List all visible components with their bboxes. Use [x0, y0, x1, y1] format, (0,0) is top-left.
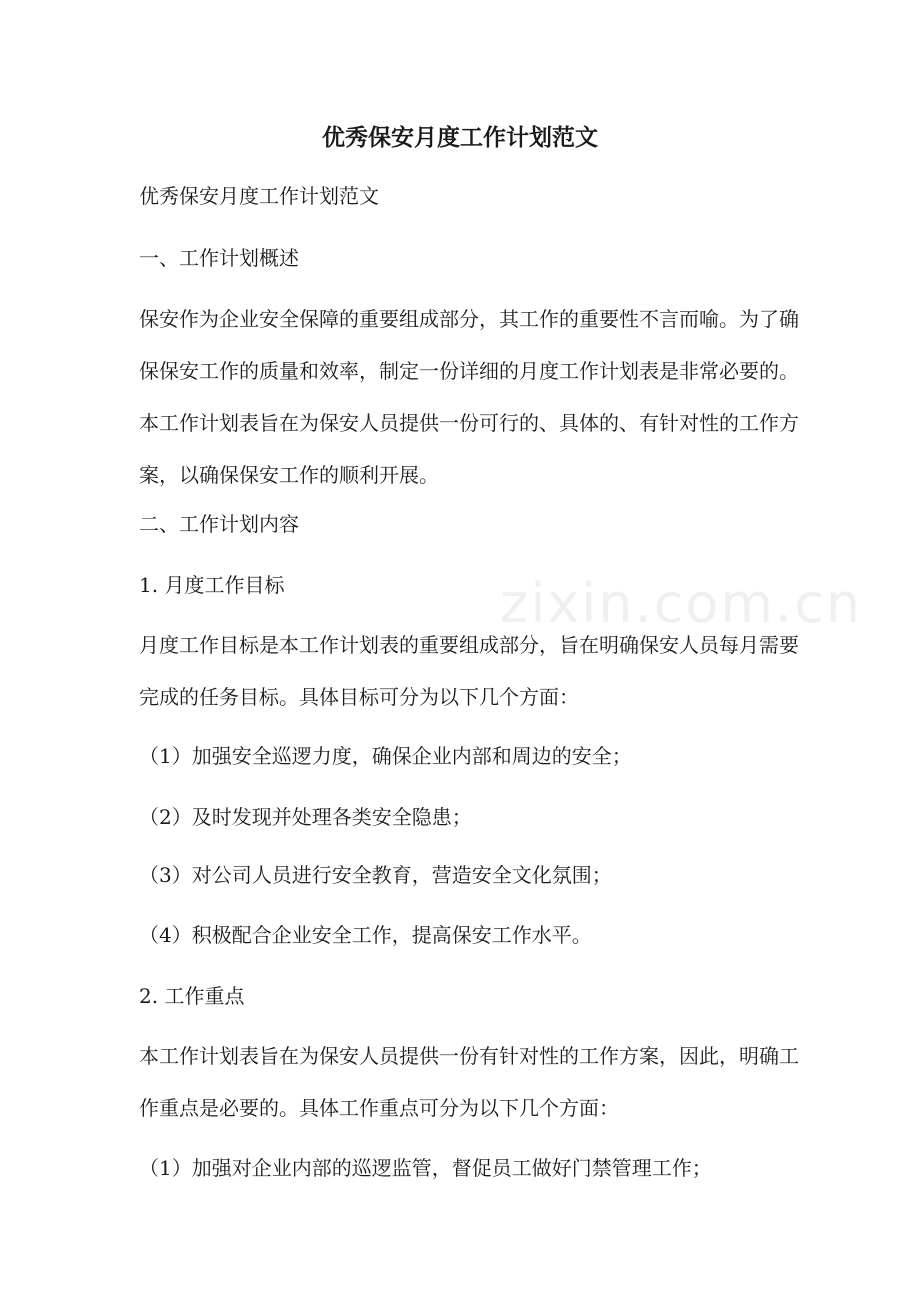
- paragraph-work-focus: 本工作计划表旨在为保安人员提供一份有针对性的工作方案，因此，明确工作重点是必要的。具体工作重点可分为以下几个方面：: [139, 1044, 799, 1120]
- section-heading-overview: 一、工作计划概述: [139, 246, 299, 270]
- watermark: zixin.com.cn: [500, 572, 863, 635]
- list-item: （1）加强对企业内部的巡逻监管，督促员工做好门禁管理工作；: [139, 1156, 712, 1180]
- paragraph-monthly-goals: 月度工作目标是本工作计划表的重要组成部分，旨在明确保安人员每月需要完成的任务目标。具体目标可分为以下几个方面：: [139, 633, 799, 709]
- subheading-monthly-goals: 1. 月度工作目标: [139, 573, 285, 597]
- list-item: （3）对公司人员进行安全教育，营造安全文化氛围；: [139, 863, 612, 887]
- section-heading-content: 二、工作计划内容: [139, 512, 299, 536]
- paragraph-overview: 保安作为企业安全保障的重要组成部分，其工作的重要性不言而喻。为了确保保安工作的质量和效率，制定一份详细的月度工作计划表是非常必要的。本工作计划表旨在为保安人员提供一份可行的、具体的、有针对性的工作方案，以确保保安工作的顺利开展。: [139, 307, 799, 487]
- document-title: 优秀保安月度工作计划范文: [322, 124, 598, 151]
- document-subtitle: 优秀保安月度工作计划范文: [139, 184, 379, 208]
- list-item: （1）加强安全巡逻力度，确保企业内部和周边的安全；: [139, 744, 632, 768]
- subheading-work-focus: 2. 工作重点: [139, 984, 245, 1008]
- list-item: （4）积极配合企业安全工作，提高保安工作水平。: [139, 923, 592, 947]
- list-item: （2）及时发现并处理各类安全隐患；: [139, 805, 472, 829]
